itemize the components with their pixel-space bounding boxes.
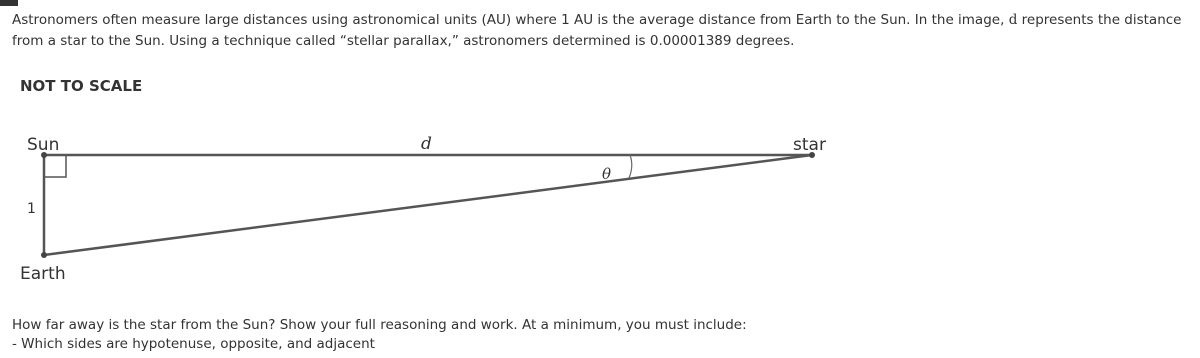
not-to-scale-label: NOT TO SCALE [20, 77, 143, 95]
earth-point [41, 252, 47, 258]
right-angle-marker [44, 155, 66, 177]
question-block [12, 316, 1192, 354]
intro-variable-d: d [1008, 12, 1018, 28]
star-label: star [793, 135, 826, 155]
sun-label: Sun [27, 135, 60, 155]
question-line-1: How far away is the star from the Sun? Show your full reasoning and work. At a minimum, you must include: [12, 317, 747, 333]
angle-arc [629, 155, 632, 178]
earth-label: Earth [20, 264, 66, 284]
parallax-diagram [0, 60, 900, 300]
intro-text-part2: represents the distance from a star to the Sun. Using a technique called “stellar parallax,” astronomers determined is 0.00001389 degrees. [12, 12, 1182, 49]
intro-paragraph [12, 10, 1197, 52]
angle-label-theta: θ [602, 165, 612, 183]
side-label-d: d [421, 134, 432, 154]
question-line-2: - Which sides are hypotenuse, opposite, and adjacent [12, 336, 375, 352]
corner-mark [0, 0, 18, 6]
side-label-1: 1 [27, 201, 36, 217]
intro-text-part1: Astronomers often measure large distances using astronomical units (AU) where 1 AU is the average distance from Earth to the Sun. In the image, [12, 12, 1005, 28]
earth-star-side [44, 155, 812, 255]
